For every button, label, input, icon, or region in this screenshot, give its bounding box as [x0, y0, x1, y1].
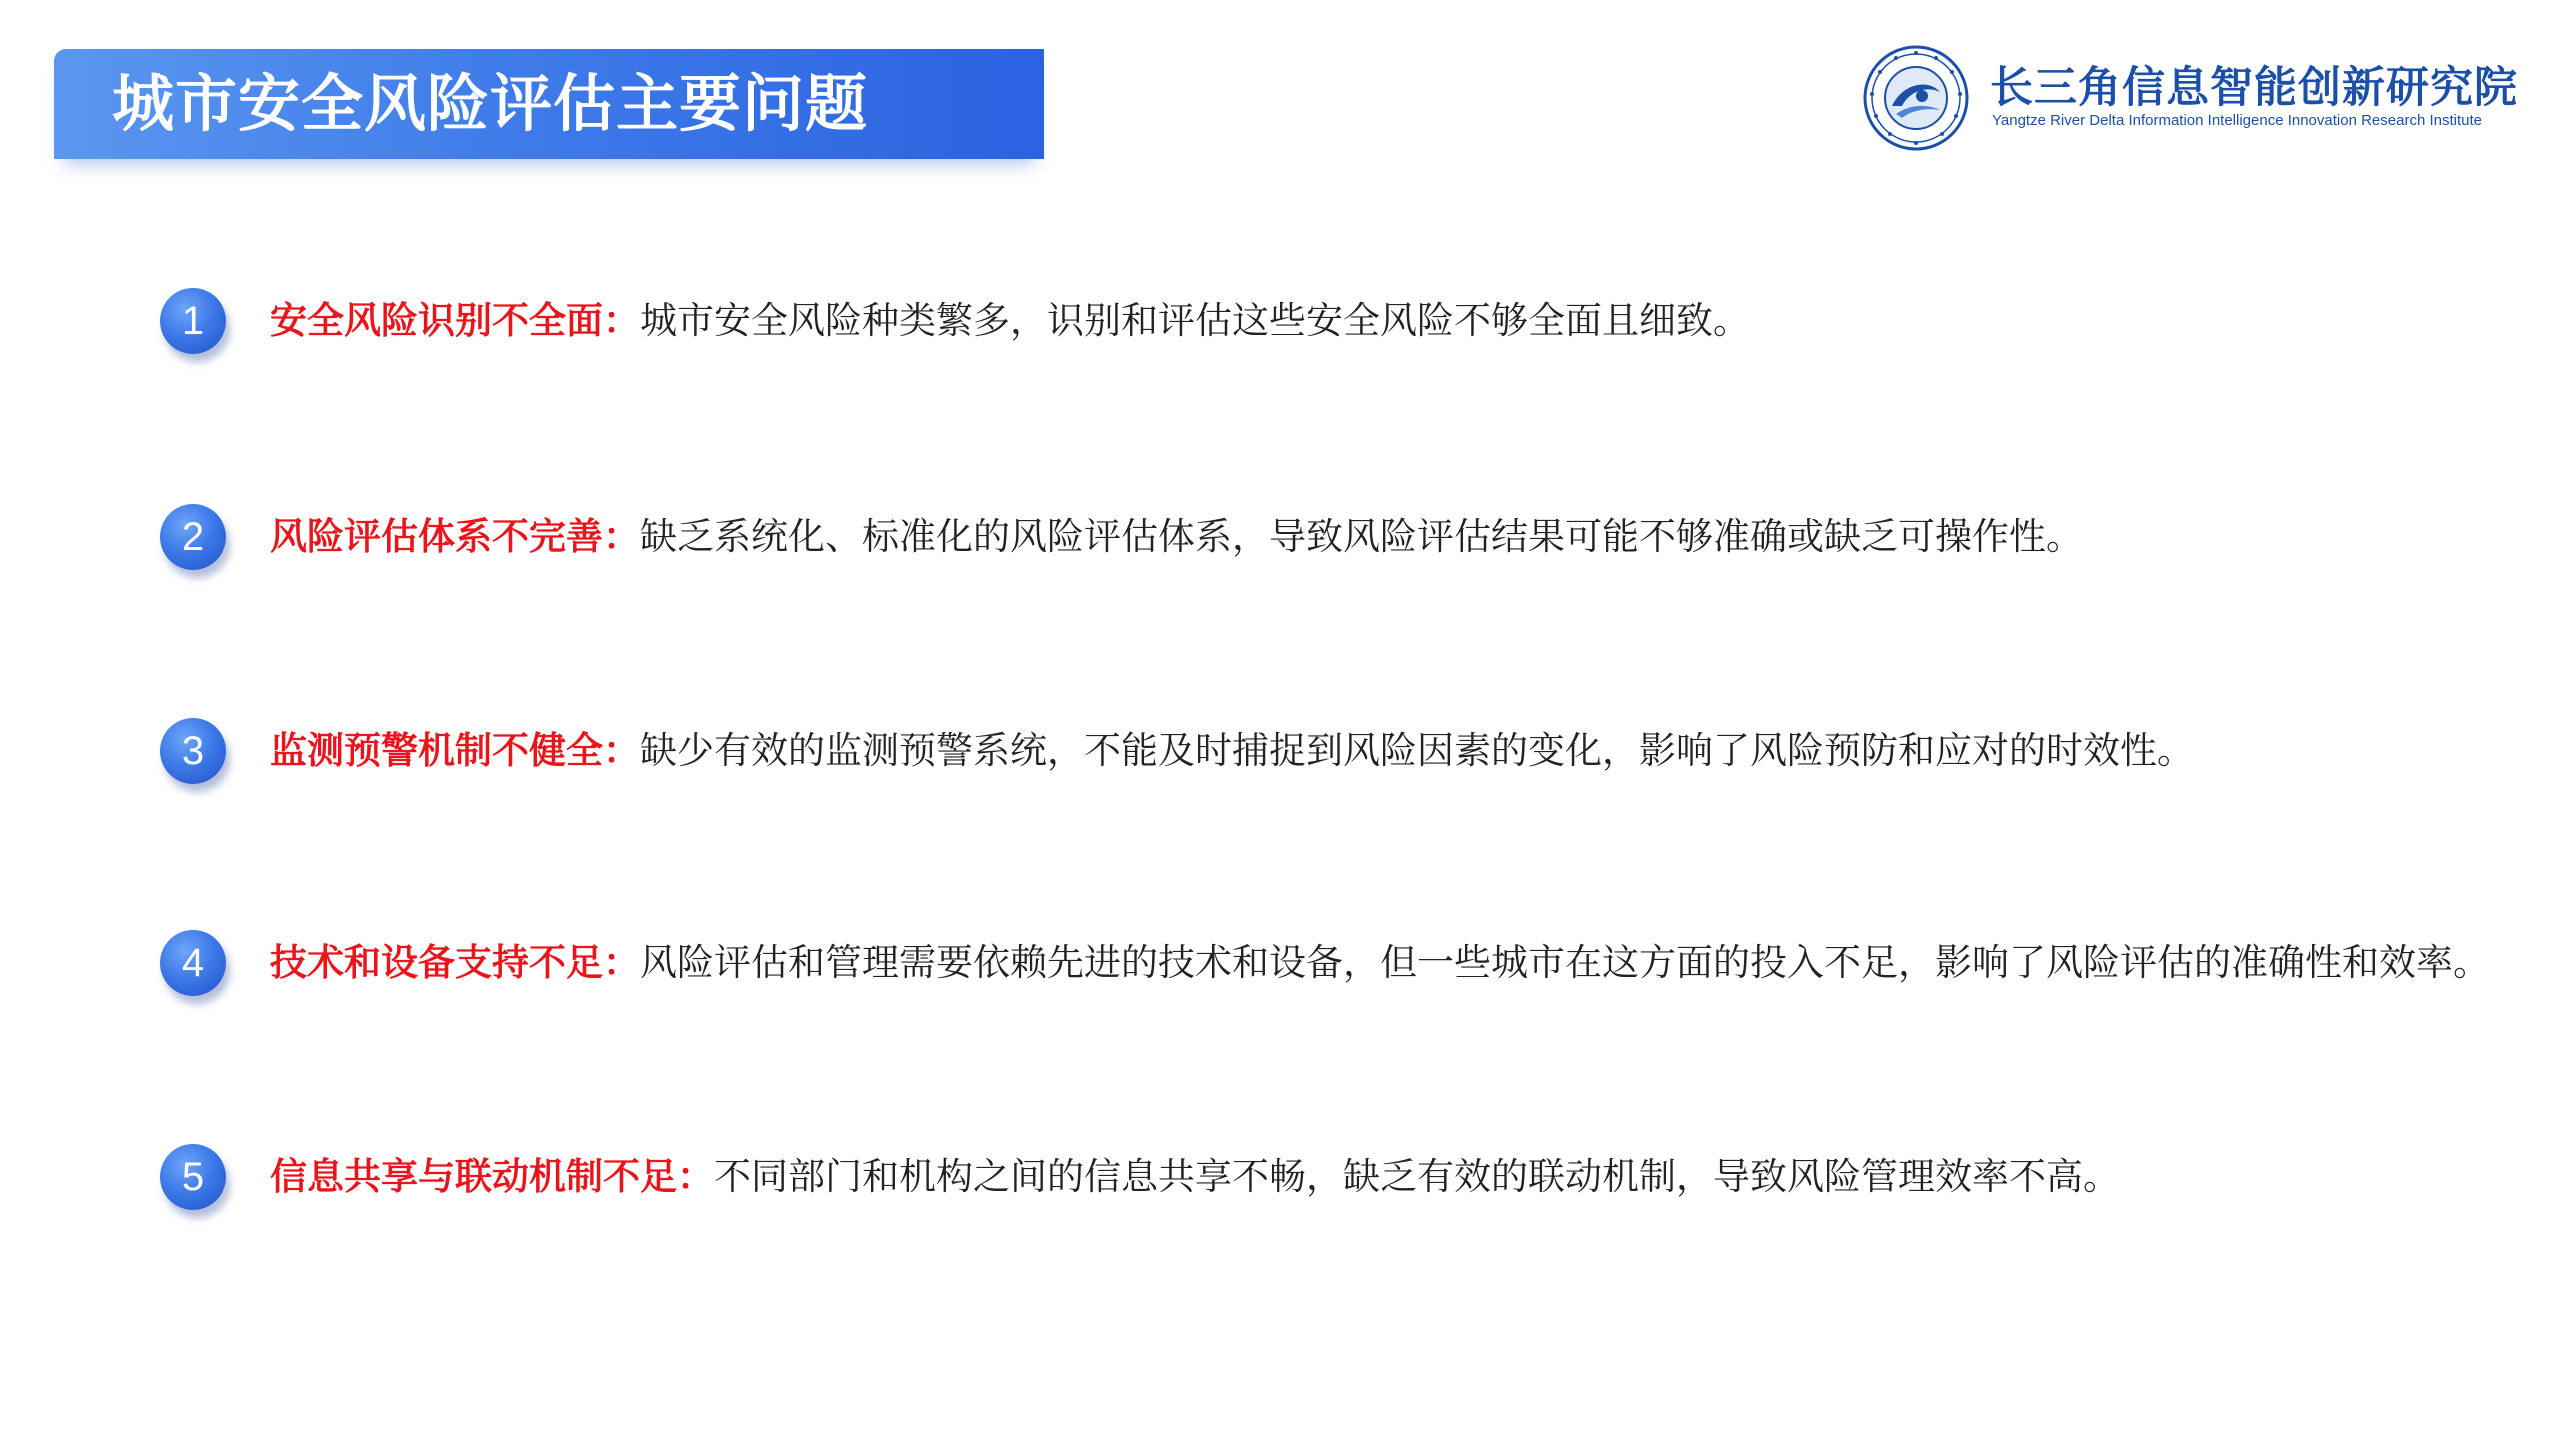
issue-heading: 信息共享与联动机制不足： [270, 1155, 714, 1198]
issue-description: 城市安全风险种类繁多，识别和评估这些安全风险不够全面且细致。 [640, 299, 1750, 342]
issue-description: 不同部门和机构之间的信息共享不畅，缺乏有效的联动机制，导致风险管理效率不高。 [714, 1155, 2120, 1198]
issue-description: 风险评估和管理需要依赖先进的技术和设备，但一些城市在这方面的投入不足，影响了风险评估的准确性和效率。 [640, 941, 2490, 984]
issue-line [270, 298, 1750, 344]
number-badge: 3 [160, 718, 226, 784]
number-badge: 1 [160, 288, 226, 354]
logo-name-cn: 长三角信息智能创新研究院 [1990, 63, 2518, 113]
title-banner [54, 49, 1044, 159]
issue-line [270, 940, 2490, 986]
page-title: 城市安全风险评估主要问题 [112, 67, 869, 140]
issue-description: 缺少有效的监测预警系统，不能及时捕捉到风险因素的变化，影响了风险预防和应对的时效性。 [640, 729, 2194, 772]
issue-heading: 安全风险识别不全面： [270, 299, 640, 342]
number-badge: 2 [160, 504, 226, 570]
issue-description: 缺乏系统化、标准化的风险评估体系，导致风险评估结果可能不够准确或缺乏可操作性。 [640, 515, 2083, 558]
issue-heading: 监测预警机制不健全： [270, 729, 640, 772]
institute-emblem-icon [1862, 44, 1970, 152]
issue-line [270, 514, 2083, 560]
issue-line [270, 1154, 2120, 1200]
number-badge: 4 [160, 930, 226, 996]
institute-logo [1862, 44, 2522, 156]
number-badge: 5 [160, 1144, 226, 1210]
issue-heading: 技术和设备支持不足： [270, 941, 640, 984]
logo-name-en: Yangtze River Delta Information Intelligence Innovation Research Institute [1992, 112, 2482, 129]
issue-heading: 风险评估体系不完善： [270, 515, 640, 558]
issue-line [270, 728, 2194, 774]
